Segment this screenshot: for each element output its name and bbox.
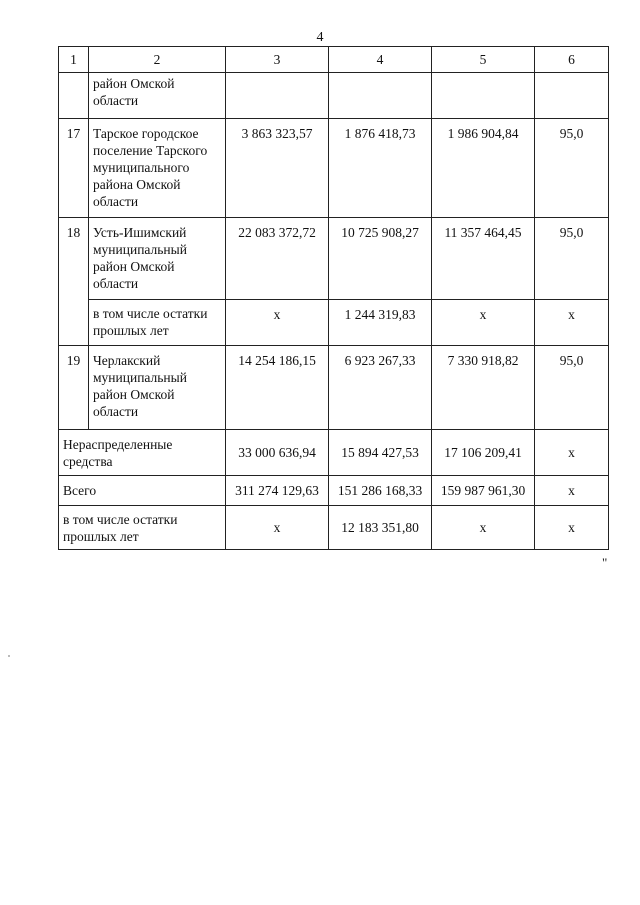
cell-col5 [432, 73, 535, 119]
cell-col3: 14 254 186,15 [226, 346, 329, 430]
row-name: в том числе остатки прошлых лет [89, 300, 226, 346]
cell-col6: 95,0 [535, 218, 609, 300]
row-name: Тарское городское поселение Тарского муниципального района Омской области [89, 119, 226, 218]
cell-col4: 1 876 418,73 [329, 119, 432, 218]
cell-col5: x [432, 506, 535, 550]
row-number: 18 [59, 218, 89, 346]
summary-row [59, 430, 609, 476]
cell-col3: 311 274 129,63 [226, 476, 329, 506]
table-row [59, 346, 609, 430]
header-cell: 6 [535, 47, 609, 73]
cell-col4: 15 894 427,53 [329, 430, 432, 476]
summary-row [59, 476, 609, 506]
table-row [59, 300, 609, 346]
cell-col6: 95,0 [535, 119, 609, 218]
cell-col5: 1 986 904,84 [432, 119, 535, 218]
row-name: район Омской области [89, 73, 226, 119]
cell-col3: x [226, 506, 329, 550]
data-table [58, 46, 609, 550]
cell-col3: 22 083 372,72 [226, 218, 329, 300]
cell-col6: x [535, 476, 609, 506]
header-cell: 2 [89, 47, 226, 73]
cell-col5: x [432, 300, 535, 346]
row-number [59, 73, 89, 119]
table-row [59, 73, 609, 119]
summary-row [59, 506, 609, 550]
header-cell: 3 [226, 47, 329, 73]
cell-col3: 33 000 636,94 [226, 430, 329, 476]
header-cell: 5 [432, 47, 535, 73]
row-name: Усть-Ишимский муниципальный район Омской области [89, 218, 226, 300]
header-cell: 1 [59, 47, 89, 73]
closing-quote-mark: " [602, 555, 608, 570]
cell-col5: 17 106 209,41 [432, 430, 535, 476]
header-cell: 4 [329, 47, 432, 73]
cell-col5: 159 987 961,30 [432, 476, 535, 506]
table-header-row [59, 47, 609, 73]
row-number: 19 [59, 346, 89, 430]
cell-col4: 1 244 319,83 [329, 300, 432, 346]
row-number: 17 [59, 119, 89, 218]
cell-col6: x [535, 300, 609, 346]
scan-speck [8, 655, 10, 657]
page-number: 4 [316, 30, 324, 45]
cell-col3: 3 863 323,57 [226, 119, 329, 218]
cell-col5: 11 357 464,45 [432, 218, 535, 300]
cell-col4: 151 286 168,33 [329, 476, 432, 506]
table-row [59, 218, 609, 300]
table-row [59, 119, 609, 218]
row-name: Черлакский муниципальный район Омской области [89, 346, 226, 430]
cell-col4 [329, 73, 432, 119]
summary-name: Всего [59, 476, 226, 506]
summary-name: в том числе остатки прошлых лет [59, 506, 226, 550]
summary-name: Нераспределенные средства [59, 430, 226, 476]
cell-col6: x [535, 506, 609, 550]
cell-col4: 12 183 351,80 [329, 506, 432, 550]
cell-col3: x [226, 300, 329, 346]
cell-col3 [226, 73, 329, 119]
cell-col4: 10 725 908,27 [329, 218, 432, 300]
cell-col5: 7 330 918,82 [432, 346, 535, 430]
cell-col6 [535, 73, 609, 119]
cell-col4: 6 923 267,33 [329, 346, 432, 430]
cell-col6: 95,0 [535, 346, 609, 430]
cell-col6: x [535, 430, 609, 476]
